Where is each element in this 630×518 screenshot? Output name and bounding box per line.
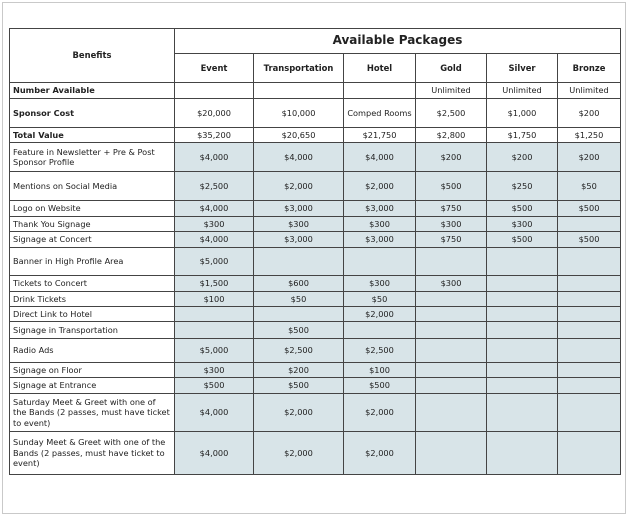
column-header-gold: Gold xyxy=(416,54,487,83)
value-cell xyxy=(344,248,416,276)
value-cell xyxy=(254,83,344,99)
value-cell: $3,000 xyxy=(254,232,344,248)
value-cell xyxy=(558,217,621,232)
value-cell: $300 xyxy=(344,276,416,292)
value-cell xyxy=(416,378,487,394)
value-cell xyxy=(175,307,254,322)
value-cell: $500 xyxy=(175,378,254,394)
value-cell: $200 xyxy=(254,363,344,378)
value-cell xyxy=(558,292,621,307)
value-cell xyxy=(558,339,621,363)
value-cell: $2,500 xyxy=(254,339,344,363)
value-cell: $1,000 xyxy=(487,99,558,128)
value-cell xyxy=(416,432,487,475)
value-cell: $200 xyxy=(558,143,621,172)
value-cell: $2,500 xyxy=(416,99,487,128)
column-header-transportation: Transportation xyxy=(254,54,344,83)
value-cell: $2,800 xyxy=(416,128,487,143)
value-cell: $35,200 xyxy=(175,128,254,143)
value-cell: $50 xyxy=(558,172,621,201)
benefit-label: Sunday Meet & Greet with one of the Bands (2 passes, must have ticket to event) xyxy=(10,432,175,475)
value-cell: $500 xyxy=(254,378,344,394)
value-cell: $500 xyxy=(416,172,487,201)
value-cell: $4,000 xyxy=(175,143,254,172)
value-cell: $300 xyxy=(254,217,344,232)
value-cell xyxy=(558,394,621,432)
table-row xyxy=(10,201,621,217)
value-cell: $300 xyxy=(175,217,254,232)
value-cell: $600 xyxy=(254,276,344,292)
value-cell: $300 xyxy=(344,217,416,232)
value-cell: $5,000 xyxy=(175,339,254,363)
value-cell: $5,000 xyxy=(175,248,254,276)
value-cell: $4,000 xyxy=(175,432,254,475)
value-cell xyxy=(175,83,254,99)
value-cell xyxy=(487,378,558,394)
table-row xyxy=(10,292,621,307)
value-cell xyxy=(487,276,558,292)
value-cell xyxy=(487,432,558,475)
value-cell: $4,000 xyxy=(175,232,254,248)
value-cell xyxy=(487,394,558,432)
benefit-label: Signage at Concert xyxy=(10,232,175,248)
value-cell: $250 xyxy=(487,172,558,201)
value-cell: $750 xyxy=(416,232,487,248)
header-row-1 xyxy=(10,29,621,54)
value-cell: $3,000 xyxy=(254,201,344,217)
benefit-label: Mentions on Social Media xyxy=(10,172,175,201)
value-cell xyxy=(416,322,487,339)
value-cell xyxy=(558,363,621,378)
value-cell xyxy=(254,248,344,276)
table-row xyxy=(10,83,621,99)
value-cell: $21,750 xyxy=(344,128,416,143)
value-cell: $2,500 xyxy=(344,339,416,363)
value-cell: $2,000 xyxy=(344,394,416,432)
benefit-label: Saturday Meet & Greet with one of the Bands (2 passes, must have ticket to event) xyxy=(10,394,175,432)
value-cell: $300 xyxy=(416,276,487,292)
value-cell xyxy=(344,322,416,339)
value-cell: $20,000 xyxy=(175,99,254,128)
value-cell: $1,750 xyxy=(487,128,558,143)
value-cell: $750 xyxy=(416,201,487,217)
benefit-label: Signage on Floor xyxy=(10,363,175,378)
table-row xyxy=(10,143,621,172)
value-cell: $100 xyxy=(344,363,416,378)
column-header-silver: Silver xyxy=(487,54,558,83)
value-cell xyxy=(344,83,416,99)
value-cell: Comped Rooms xyxy=(344,99,416,128)
value-cell: $20,650 xyxy=(254,128,344,143)
column-header-hotel: Hotel xyxy=(344,54,416,83)
table-row xyxy=(10,322,621,339)
value-cell xyxy=(487,307,558,322)
value-cell: $200 xyxy=(558,99,621,128)
value-cell xyxy=(416,307,487,322)
benefit-label: Tickets to Concert xyxy=(10,276,175,292)
value-cell: Unlimited xyxy=(416,83,487,99)
benefit-label: Total Value xyxy=(10,128,175,143)
value-cell: $500 xyxy=(487,201,558,217)
table-row xyxy=(10,172,621,201)
value-cell: $50 xyxy=(254,292,344,307)
value-cell xyxy=(487,322,558,339)
table-row xyxy=(10,307,621,322)
value-cell xyxy=(558,322,621,339)
benefit-label: Logo on Website xyxy=(10,201,175,217)
value-cell: $2,000 xyxy=(254,394,344,432)
table-row xyxy=(10,363,621,378)
column-header-bronze: Bronze xyxy=(558,54,621,83)
value-cell xyxy=(416,363,487,378)
table-row xyxy=(10,128,621,143)
value-cell xyxy=(416,292,487,307)
value-cell: $200 xyxy=(416,143,487,172)
value-cell: $300 xyxy=(175,363,254,378)
value-cell: $300 xyxy=(487,217,558,232)
value-cell: $4,000 xyxy=(254,143,344,172)
value-cell: $500 xyxy=(487,232,558,248)
value-cell: Unlimited xyxy=(558,83,621,99)
benefit-label: Drink Tickets xyxy=(10,292,175,307)
benefit-label: Feature in Newsletter + Pre & Post Sponsor Profile xyxy=(10,143,175,172)
value-cell: Unlimited xyxy=(487,83,558,99)
value-cell: $500 xyxy=(344,378,416,394)
value-cell xyxy=(487,248,558,276)
table-row xyxy=(10,217,621,232)
value-cell: $2,000 xyxy=(254,432,344,475)
value-cell: $1,250 xyxy=(558,128,621,143)
table-row xyxy=(10,394,621,432)
value-cell xyxy=(416,394,487,432)
value-cell xyxy=(558,276,621,292)
value-cell: $3,000 xyxy=(344,201,416,217)
value-cell: $500 xyxy=(558,201,621,217)
value-cell: $2,000 xyxy=(344,172,416,201)
benefit-label: Number Available xyxy=(10,83,175,99)
value-cell xyxy=(416,248,487,276)
value-cell: $50 xyxy=(344,292,416,307)
benefit-label: Sponsor Cost xyxy=(10,99,175,128)
value-cell xyxy=(175,322,254,339)
value-cell: $500 xyxy=(558,232,621,248)
benefit-label: Signage at Entrance xyxy=(10,378,175,394)
benefit-label: Banner in High Profile Area xyxy=(10,248,175,276)
value-cell: $2,000 xyxy=(254,172,344,201)
value-cell xyxy=(558,432,621,475)
value-cell: $100 xyxy=(175,292,254,307)
benefit-label: Direct Link to Hotel xyxy=(10,307,175,322)
value-cell xyxy=(487,292,558,307)
table-row xyxy=(10,339,621,363)
available-packages-header: Available Packages xyxy=(175,29,621,54)
table-row xyxy=(10,378,621,394)
value-cell: $4,000 xyxy=(175,201,254,217)
value-cell xyxy=(487,339,558,363)
value-cell: $2,000 xyxy=(344,432,416,475)
table-row xyxy=(10,99,621,128)
benefit-label: Thank You Signage xyxy=(10,217,175,232)
table-row xyxy=(10,248,621,276)
benefits-header: Benefits xyxy=(10,29,175,83)
value-cell: $300 xyxy=(416,217,487,232)
packages-table xyxy=(9,28,621,475)
value-cell xyxy=(487,363,558,378)
value-cell: $10,000 xyxy=(254,99,344,128)
column-header-event: Event xyxy=(175,54,254,83)
value-cell: $4,000 xyxy=(175,394,254,432)
value-cell: $2,500 xyxy=(175,172,254,201)
table-row xyxy=(10,232,621,248)
value-cell xyxy=(558,307,621,322)
value-cell xyxy=(254,307,344,322)
value-cell xyxy=(558,248,621,276)
value-cell: $3,000 xyxy=(344,232,416,248)
value-cell: $500 xyxy=(254,322,344,339)
value-cell xyxy=(558,378,621,394)
benefit-label: Signage in Transportation xyxy=(10,322,175,339)
value-cell: $2,000 xyxy=(344,307,416,322)
table-row xyxy=(10,276,621,292)
table-row xyxy=(10,432,621,475)
value-cell: $200 xyxy=(487,143,558,172)
benefit-label: Radio Ads xyxy=(10,339,175,363)
value-cell xyxy=(416,339,487,363)
value-cell: $1,500 xyxy=(175,276,254,292)
value-cell: $4,000 xyxy=(344,143,416,172)
